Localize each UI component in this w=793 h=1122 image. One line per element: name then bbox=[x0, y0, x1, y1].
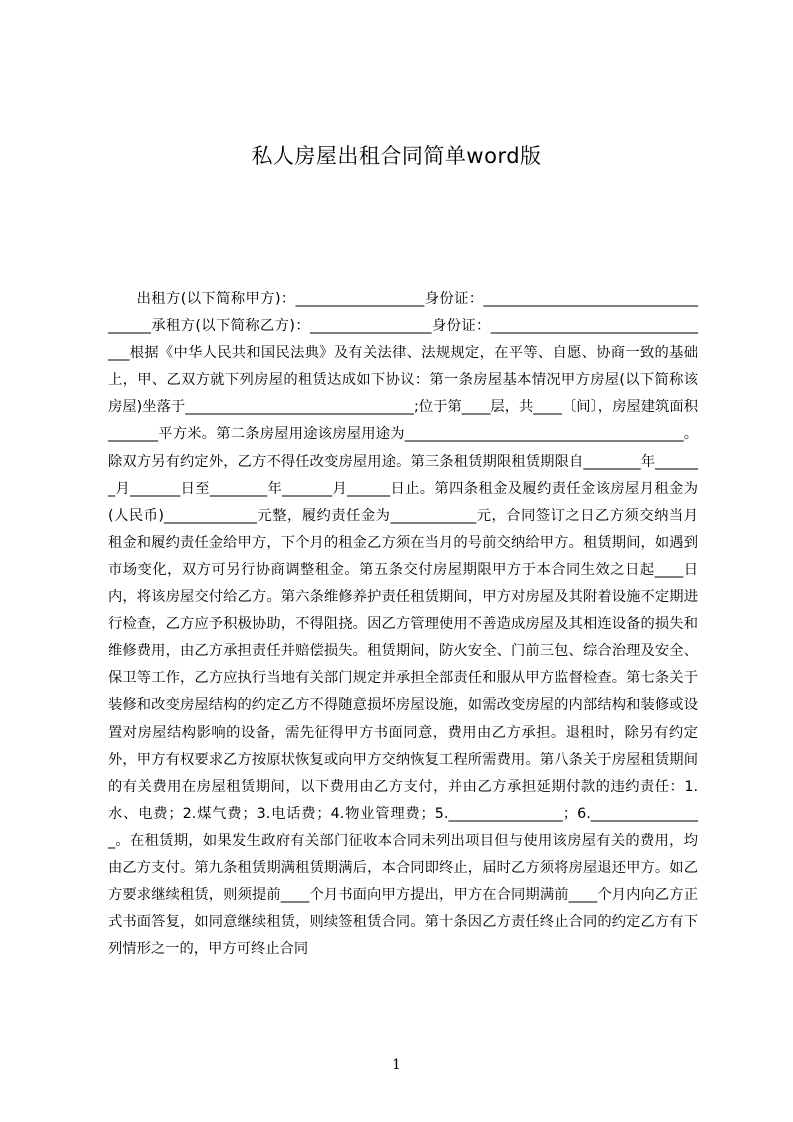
contract-body-text: 出租方(以下简称甲方)：__________________身份证：____________________________________承租方(以下简称乙方)：_________________身份证：________________________________根据《中华人民共和国民法典》及有关法律、法规规定，在平等、自愿、协商一致的基础上，甲、乙双方就下列房屋的租赁达成如下协议：第一条房屋基本情况甲方房屋(以下简称该房屋)坐落于________________________________;位于第____层，共____〔间〕，房屋建筑面积_______平方米。第二条房屋用途该房屋用途为_______________________________________。除双方另有约定外，乙方不得任改变房屋用途。第三条租赁期限租赁期限自________年_______月_______日至________年_______月______日止。第四条租金及履约责任金该房屋月租金为(人民币)_____________元整，履约责任金为____________元，合同签订之日乙方须交纳当月租金和履约责任金给甲方，下个月的租金乙方须在当月的号前交纳给甲方。租赁期间，如遇到市场变化，双方可另行协商调整租金。第五条交付房屋期限甲方于本合同生效之日起____日内，将该房屋交付给乙方。第六条维修养护责任租赁期间，甲方对房屋及其附着设施不定期进行检查，乙方应予积极协助，不得阻挠。因乙方管理使用不善造成房屋及其相连设备的损失和维修费用，由乙方承担责任并赔偿损失。租赁期间，防火安全、门前三包、综合治理及安全、保卫等工作，乙方应执行当地有关部门规定并承担全部责任和服从甲方监督检查。第七条关于装修和改变房屋结构的约定乙方不得随意损坏房屋设施，如需改变房屋的内部结构和装修或设置对房屋结构影响的设备，需先征得甲方书面同意，费用由乙方承担。退租时，除另有约定外，甲方有权要求乙方按原状恢复或向甲方交纳恢复工程所需费用。第八条关于房屋租赁期间的有关费用在房屋租赁期间，以下费用由乙方支付，并由乙方承担延期付款的违约责任：1.水、电费；2.煤气费；3.电话费；4.物业管理费；5.________________；6.________________。在租赁期，如果发生政府有关部门征收本合同未列出项目但与使用该房屋有关的费用，均由乙方支付。第九条租赁期满租赁期满后，本合同即终止，届时乙方须将房屋退还甲方。如乙方要求继续租赁，则须提前____个月书面向甲方提出，甲方在合同期满前____个月内向乙方正式书面答复，如同意继续租赁，则续签租赁合同。第十条因乙方责任终止合同的约定乙方有下列情形之一的，甲方可终止合同 bbox=[108, 291, 698, 958]
page-number: 1 bbox=[392, 1057, 401, 1073]
document-title: 私人房屋出租合同简单word版 bbox=[251, 144, 542, 168]
